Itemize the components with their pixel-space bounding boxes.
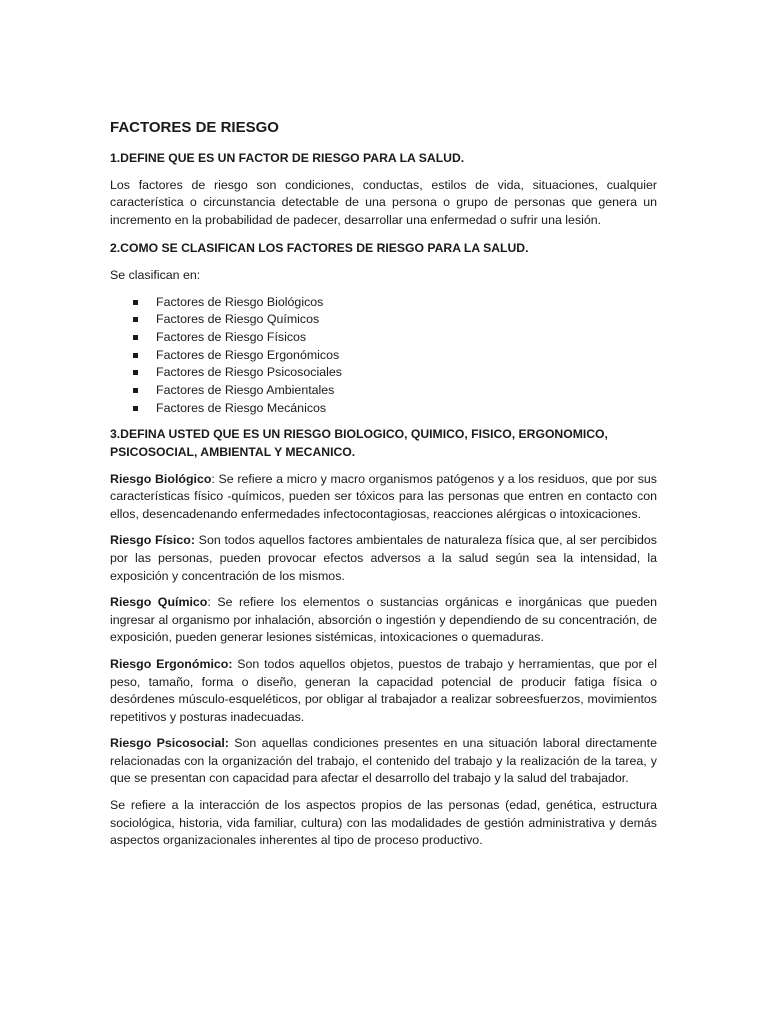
definition-text: : Se refiere los elementos o sustancias orgánicas e inorgánicas que pueden ingresar al organismo por inhalación, absorción o ingestión y dependiendo de su concentración, de exposición, pueden generar lesiones sistémicas, intoxicaciones o quemaduras. [110,595,657,645]
definition-term: Riesgo Psicosocial: [110,736,229,751]
risk-factor-list [110,294,657,418]
document-body [110,118,657,859]
definition-term: Riesgo Biológico [110,471,212,486]
definition-text: Son todos aquellos objetos, puestos de trabajo y herramientas, que por el peso, tamaño, forma o diseño, generan la capacidad potencial de producir fatiga física o desórdenes músculo-esqueléticos, por obligar al trabajador a realizar sobreesfuerzos, movimientos repetitivos y posturas inadecuadas. [110,656,657,724]
definition-psychosocial [110,735,657,788]
definition-text: : Se refiere a micro y macro organismos patógenos y a los residuos, que por sus características físico -químicos, pueden ser tóxicos para las personas que entren en contacto con ellos, desencadenando enfermedades infectocontagiosas, reacciones alérgicas o intoxicaciones. [110,471,657,521]
definition-term: Riesgo Químico [110,595,208,610]
closing-paragraph: Se refiere a la interacción de los aspectos propios de las personas (edad, genética, estructura sociológica, historia, vida familiar, cultura) con las modalidades de gestión administrativa y demás aspectos organizacionales inherentes al tipo de proceso productivo. [110,798,657,848]
classification-intro: Se clasifican en: [110,267,201,282]
question-2-heading: 2.COMO SE CLASIFICAN LOS FACTORES DE RIESGO PARA LA SALUD. [110,241,529,256]
list-item: Factores de Riesgo Mecánicos [110,400,657,418]
definition-ergonomic [110,656,657,726]
list-item: Factores de Riesgo Biológicos [110,294,657,312]
list-item: Factores de Riesgo Ambientales [110,382,657,400]
list-item: Factores de Riesgo Químicos [110,311,657,329]
list-item: Factores de Riesgo Ergonómicos [110,347,657,365]
definition-physical [110,532,657,585]
definition-biological [110,471,657,524]
definition-chemical [110,594,657,647]
definition-term: Riesgo Físico: [110,533,195,548]
question-1-heading: 1.DEFINE QUE ES UN FACTOR DE RIESGO PARA LA SALUD. [110,151,465,165]
document-title: FACTORES DE RIESGO [110,119,279,136]
list-item: Factores de Riesgo Físicos [110,329,657,347]
definition-term: Riesgo Ergonómico: [110,656,233,671]
definition-text: Son todos aquellos factores ambientales de naturaleza física que, al ser percibidos por las personas, pueden provocar efectos adversos a la salud según sea la intensidad, la exposición y concentración de los mismos. [110,533,657,583]
list-item: Factores de Riesgo Psicosociales [110,364,657,382]
definition-text: Son aquellas condiciones presentes en una situación laboral directamente relacionadas con la organización del trabajo, el contenido del trabajo y la realización de la tarea, y que se presentan con capacidad para afectar el desarrollo del trabajo y la salud del trabajador. [110,736,657,786]
question-3-heading: 3.DEFINA USTED QUE ES UN RIESGO BIOLOGICO, QUIMICO, FISICO, ERGONOMICO, PSICOSOCIAL, AMBIENTAL Y MECANICO. [110,427,608,459]
question-1-answer: Los factores de riesgo son condiciones, conductas, estilos de vida, situaciones, cualquier característica o circunstancia detectable de una persona o grupo de personas que genera un incremento en la probabilidad de padecer, desarrollar una enfermedad o sufrir una lesión. [110,177,657,227]
